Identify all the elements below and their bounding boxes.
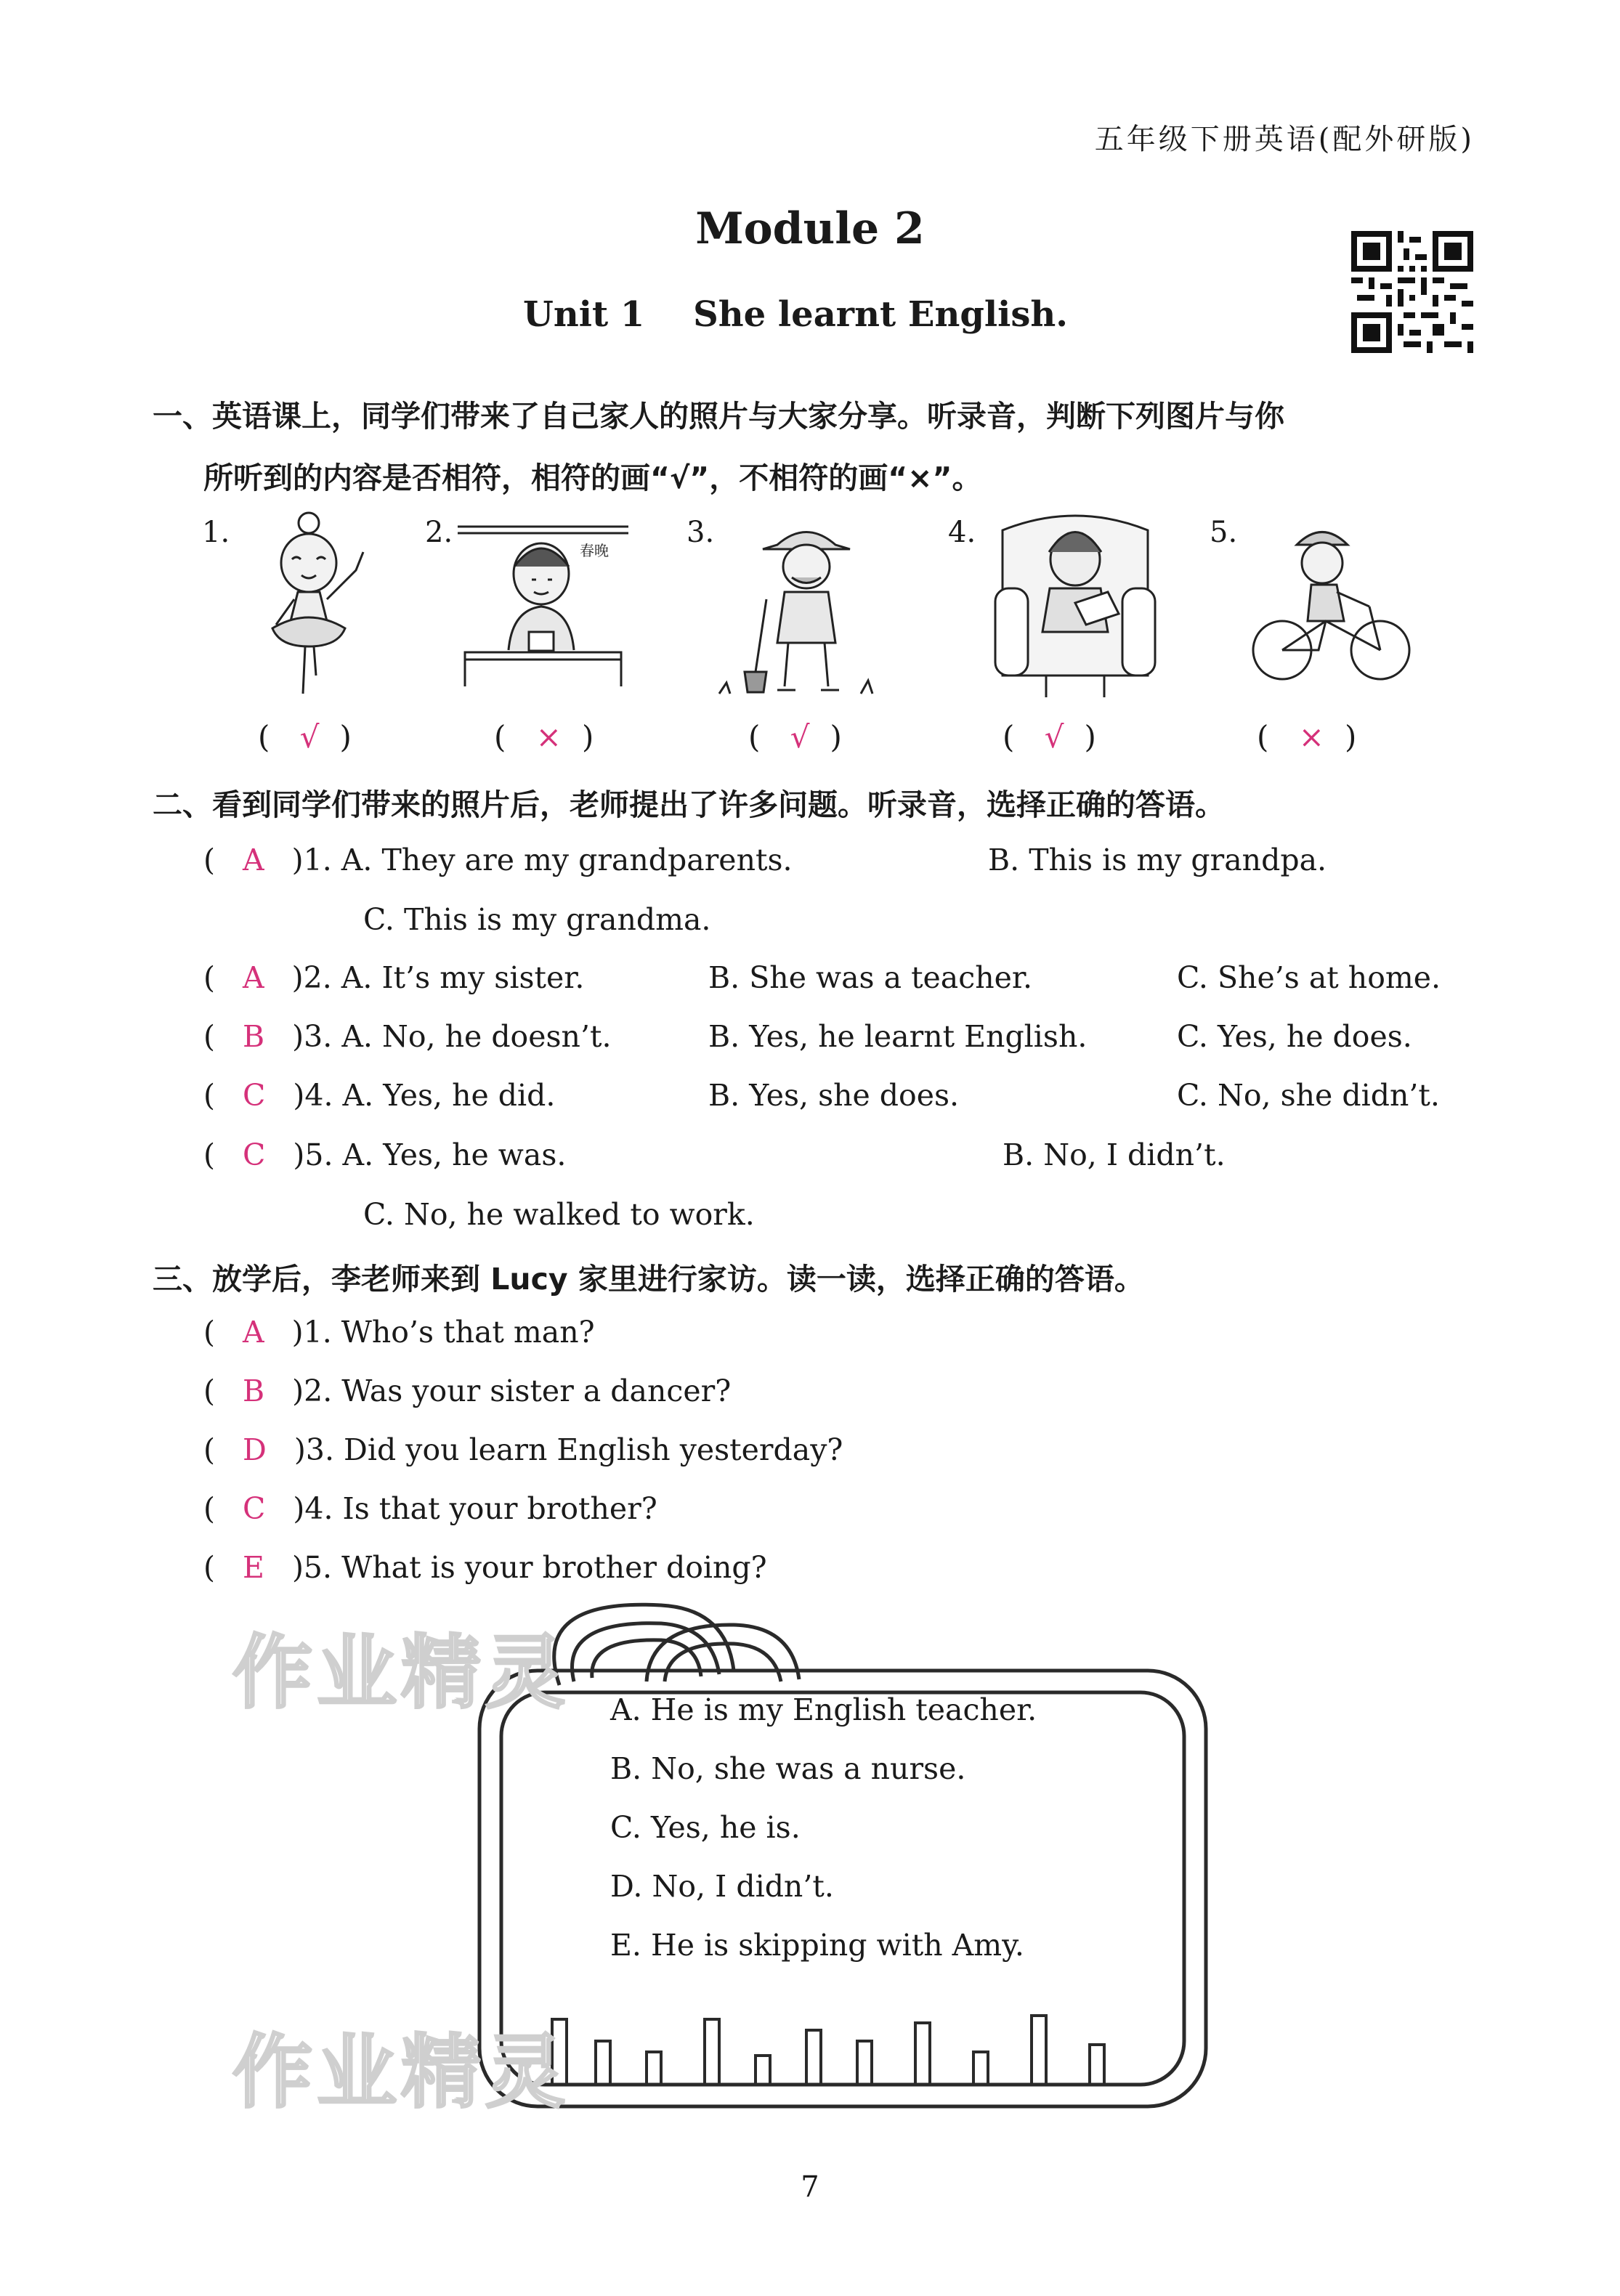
section2-title: 二、看到同学们带来的照片后，老师提出了许多问题。听录音，选择正确的答语。 xyxy=(153,787,1225,822)
answer-5: × xyxy=(1298,719,1324,755)
picture-number-4: 4. xyxy=(948,516,976,549)
answer-2: × xyxy=(535,719,562,755)
qr-code-icon[interactable] xyxy=(1351,231,1473,353)
s2-q2-option-c: C. She’s at home. xyxy=(1177,960,1441,995)
answer-4: √ xyxy=(1044,719,1064,755)
s3-question-3: ( D )3. Did you learn English yesterday? xyxy=(203,1432,843,1467)
s2-question-3: ( B )3. A. No, he doesn’t. xyxy=(203,1019,612,1054)
s2-answer-5[interactable]: C xyxy=(243,1137,266,1172)
girl-cycling-picture xyxy=(1246,519,1413,686)
s2-q3-option-c: C. Yes, he does. xyxy=(1177,1019,1412,1054)
s2-question-4: ( C )4. A. Yes, he did. xyxy=(203,1078,556,1113)
s3-answer-4[interactable]: C xyxy=(243,1491,266,1526)
s2-q4-option-c: C. No, she didn’t. xyxy=(1177,1078,1440,1113)
options-frame xyxy=(465,1598,1220,2135)
s3-question-5: ( E )5. What is your brother doing? xyxy=(203,1550,767,1585)
s3-question-1: ( A )1. Who’s that man? xyxy=(203,1315,595,1350)
watermark-top: 作业精灵 xyxy=(232,1626,570,1719)
grandma-reading-picture xyxy=(988,508,1162,705)
answer-paren-1[interactable]: ( √ ) xyxy=(258,719,352,755)
s2-question-1: ( A )1. A. They are my grandparents. xyxy=(203,843,793,877)
old-man-shovel-picture xyxy=(716,516,883,705)
s3-question-4: ( C )4. Is that your brother? xyxy=(203,1491,657,1526)
presenter-picture xyxy=(450,523,632,690)
s2-q1-option-b: B. This is my grandpa. xyxy=(988,843,1327,877)
picture-number-2: 2. xyxy=(425,516,453,549)
watermark-bottom: 作业精灵 xyxy=(232,2026,570,2119)
answer-3: √ xyxy=(790,719,810,755)
s2-q5-option-c: C. No, he walked to work. xyxy=(363,1197,755,1232)
option-b: B. No, she was a nurse. xyxy=(610,1751,966,1786)
section3-title: 三、放学后，李老师来到 Lucy 家里进行家访。读一读，选择正确的答语。 xyxy=(153,1262,1144,1297)
answer-paren-4[interactable]: ( √ ) xyxy=(1003,719,1096,755)
s2-question-5: ( C )5. A. Yes, he was. xyxy=(203,1137,567,1172)
option-d: D. No, I didn’t. xyxy=(610,1869,834,1904)
s2-q3-option-b: B. Yes, he learnt English. xyxy=(708,1019,1088,1054)
s3-question-2: ( B )2. Was your sister a dancer? xyxy=(203,1374,732,1408)
book-header: 五年级下册英语(配外研版) xyxy=(1094,123,1475,156)
s2-answer-2[interactable]: A xyxy=(243,960,264,995)
section1-title-line1: 一、英语课上，同学们带来了自己家人的照片与大家分享。听录音，判断下列图片与你 xyxy=(153,399,1284,434)
answer-paren-3[interactable]: ( √ ) xyxy=(748,719,842,755)
picture-number-1: 1. xyxy=(202,516,230,549)
s3-answer-1[interactable]: A xyxy=(243,1315,264,1350)
s3-answer-5[interactable]: E xyxy=(243,1550,264,1585)
picture-number-3: 3. xyxy=(687,516,715,549)
answer-paren-5[interactable]: ( × ) xyxy=(1257,719,1357,755)
answer-1: √ xyxy=(299,719,320,755)
page-number: 7 xyxy=(801,2170,819,2204)
s2-answer-1[interactable]: A xyxy=(243,843,264,877)
s2-q2-option-b: B. She was a teacher. xyxy=(708,960,1033,995)
s2-q1-option-c: C. This is my grandma. xyxy=(363,902,711,937)
s3-answer-3[interactable]: D xyxy=(243,1432,267,1467)
option-c: C. Yes, he is. xyxy=(610,1810,801,1845)
unit-title: Unit 1 She learnt English. xyxy=(522,294,1069,335)
module-title: Module 2 xyxy=(695,203,925,254)
s2-question-2: ( A )2. A. It’s my sister. xyxy=(203,960,585,995)
picture-label: 春晚 xyxy=(580,542,609,559)
s2-q4-option-b: B. Yes, she does. xyxy=(708,1078,960,1113)
answer-paren-2[interactable]: ( × ) xyxy=(494,719,594,755)
section1-title-line2: 所听到的内容是否相符，相符的画“√”，不相符的画“×”。 xyxy=(203,461,982,495)
s3-answer-2[interactable]: B xyxy=(243,1374,265,1408)
ballerina-picture xyxy=(240,508,378,705)
option-a: A. He is my English teacher. xyxy=(610,1692,1037,1727)
picture-number-5: 5. xyxy=(1210,516,1238,549)
option-e: E. He is skipping with Amy. xyxy=(610,1928,1024,1963)
s2-answer-4[interactable]: C xyxy=(243,1078,266,1113)
s2-answer-3[interactable]: B xyxy=(243,1019,265,1054)
s2-q5-option-b: B. No, I didn’t. xyxy=(1003,1137,1226,1172)
